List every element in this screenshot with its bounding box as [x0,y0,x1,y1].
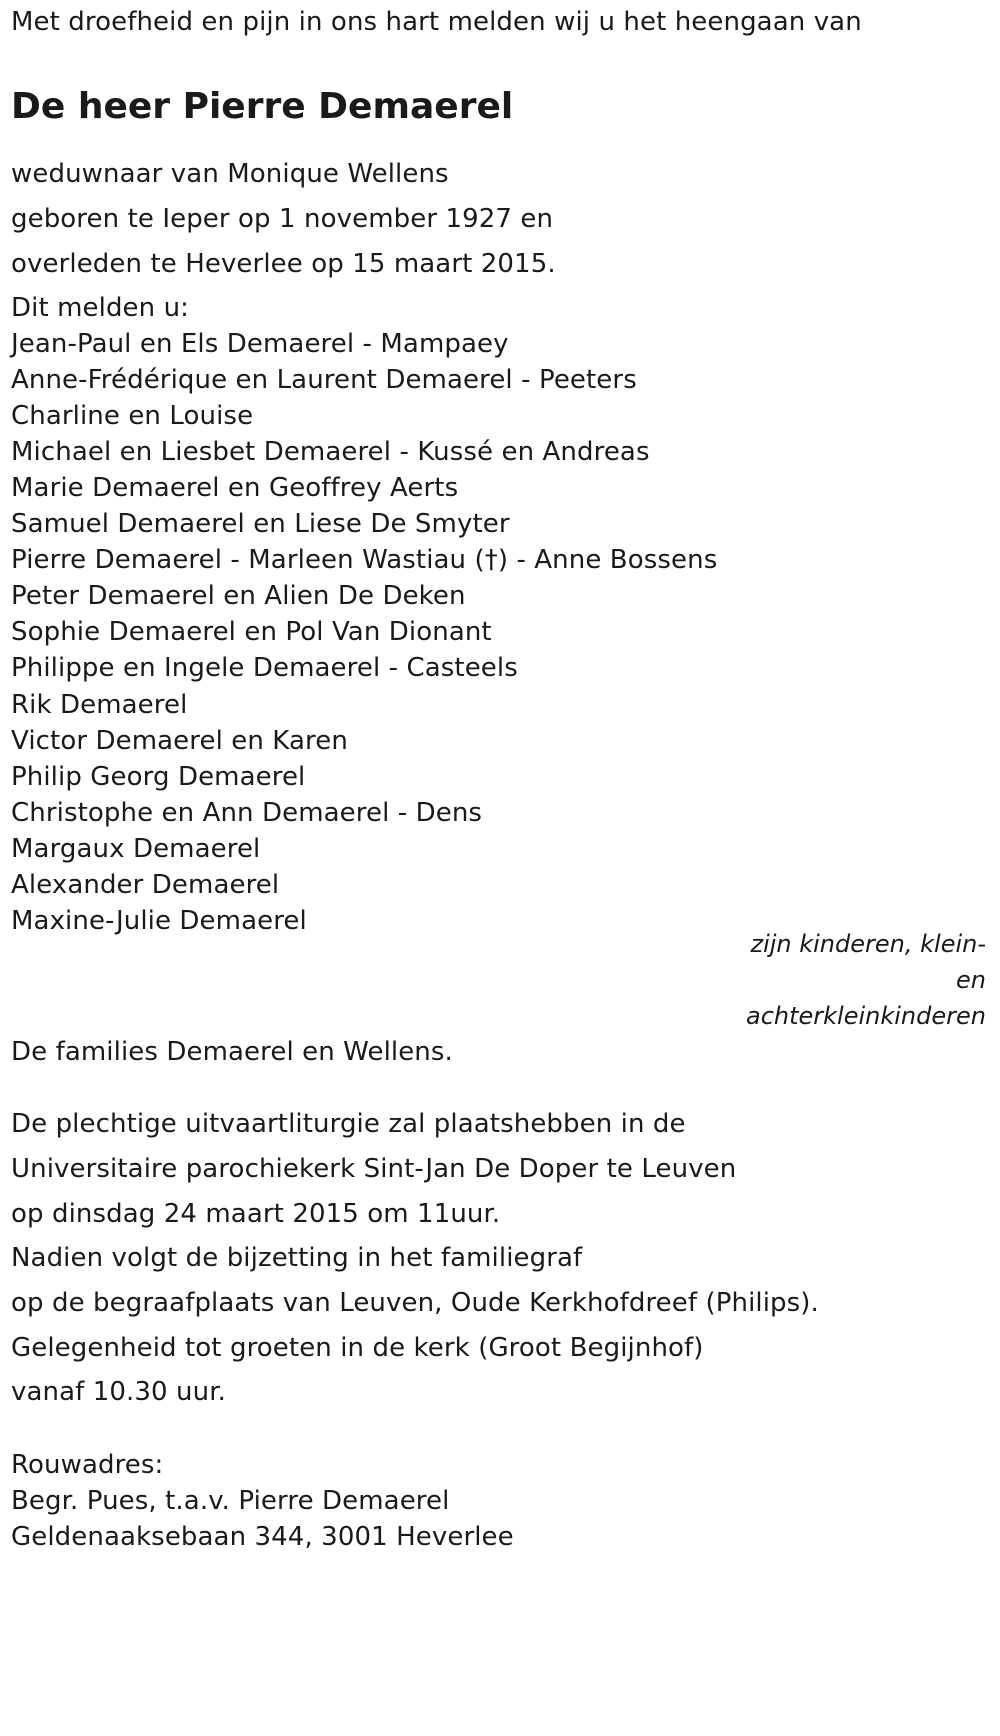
family-line: Michael en Liesbet Demaerel - Kussé en Andreas [11,437,650,467]
family-line: Maxine-Julie Demaerel [11,906,307,936]
family-line: Sophie Demaerel en Pol Van Dionant [11,617,492,647]
relation-line: achterkleinkinderen [746,1002,986,1030]
family-line: Margaux Demaerel [11,834,261,864]
family-line: Marie Demaerel en Geoffrey Aerts [11,473,459,503]
address-label: Rouwadres: [11,1450,164,1480]
family-line: Peter Demaerel en Alien De Deken [11,581,466,611]
families-line: De families Demaerel en Wellens. [11,1037,453,1067]
relation-line: en [956,966,986,994]
family-line: Anne-Frédérique en Laurent Demaerel - Peeters [11,365,637,395]
family-line: Jean-Paul en Els Demaerel - Mampaey [11,329,509,359]
family-line: Philip Georg Demaerel [11,762,306,792]
address-line: Begr. Pues, t.a.v. Pierre Demaerel [11,1486,450,1516]
family-line: Alexander Demaerel [11,870,280,900]
ceremony-line: vanaf 10.30 uur. [11,1377,226,1407]
deceased-name: De heer Pierre Demaerel [11,86,514,127]
family-line: Charline en Louise [11,401,254,431]
ceremony-line: Nadien volgt de bijzetting in het familiegraf [11,1243,583,1273]
widower-line: weduwnaar van Monique Wellens [11,159,449,189]
ceremony-line: De plechtige uitvaartliturgie zal plaatshebben in de [11,1109,686,1139]
death-line: overleden te Heverlee op 15 maart 2015. [11,249,556,279]
ceremony-line: op dinsdag 24 maart 2015 om 11uur. [11,1199,501,1229]
intro-text: Met droefheid en pijn in ons hart melden wij u het heengaan van [11,7,862,37]
family-line: Christophe en Ann Demaerel - Dens [11,798,483,828]
family-line: Pierre Demaerel - Marleen Wastiau (†) - Anne Bossens [11,545,718,575]
relation-line: zijn kinderen, klein- [750,930,986,958]
ceremony-line: op de begraafplaats van Leuven, Oude Kerkhofdreef (Philips). [11,1288,819,1318]
birth-line: geboren te Ieper op 1 november 1927 en [11,204,554,234]
address-line: Geldenaaksebaan 344, 3001 Heverlee [11,1522,514,1552]
family-line: Rik Demaerel [11,690,188,720]
family-line: Philippe en Ingele Demaerel - Casteels [11,653,518,683]
ceremony-line: Universitaire parochiekerk Sint-Jan De Doper te Leuven [11,1154,737,1184]
family-line: Victor Demaerel en Karen [11,726,348,756]
announcers-intro: Dit melden u: [11,293,190,323]
ceremony-line: Gelegenheid tot groeten in de kerk (Groot Begijnhof) [11,1333,704,1363]
family-line: Samuel Demaerel en Liese De Smyter [11,509,510,539]
